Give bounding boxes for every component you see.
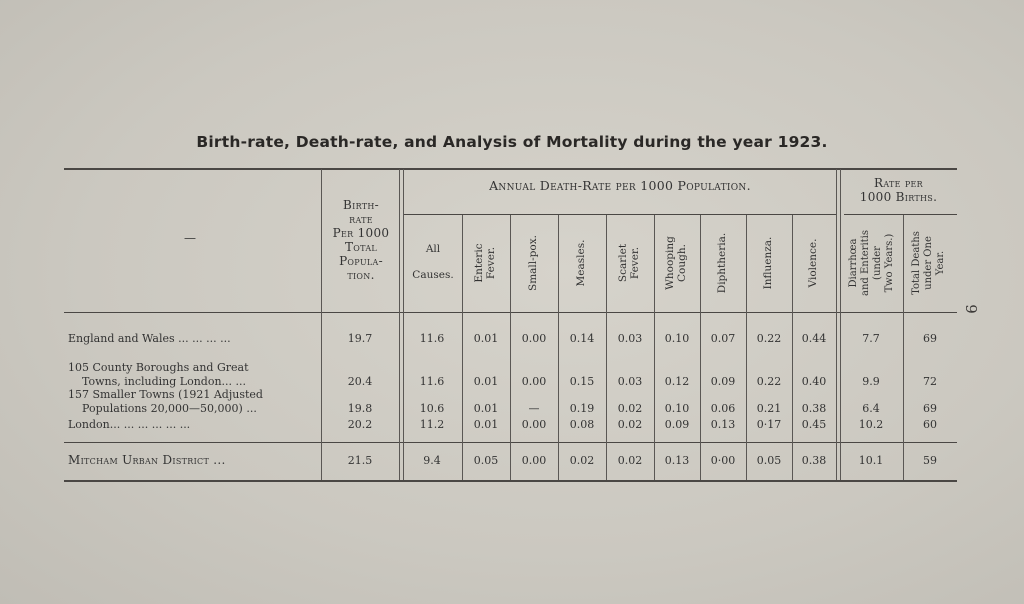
table-cell: 0.03 <box>617 375 643 388</box>
table-cell: 10.2 <box>858 418 884 431</box>
table-cell: 0.05 <box>756 454 782 467</box>
table-cell: 0.00 <box>521 332 547 345</box>
header-small-pox: Small-pox. <box>527 235 539 291</box>
table-cell: 0.38 <box>801 454 827 467</box>
table-cell: 0.07 <box>710 332 736 345</box>
table-cell: 6.4 <box>862 402 880 415</box>
header-total-deaths: Total Deaths under One Year. <box>911 231 946 295</box>
table-bottom-rule <box>64 480 957 482</box>
table-cell: 0.14 <box>569 332 595 345</box>
col-divider <box>654 215 655 480</box>
table-cell: 0.05 <box>473 454 499 467</box>
header-enteric-fever: Enteric Fever. <box>473 243 497 283</box>
table-cell: 0.01 <box>473 375 499 388</box>
col-divider <box>903 215 904 480</box>
table-cell: 19.7 <box>347 332 373 345</box>
header-annual-death-rate: Annual Death-Rate per 1000 Population. <box>489 178 751 193</box>
header-rate-per-births: Rate per 1000 Births. <box>859 176 938 204</box>
header-violence: Violence. <box>807 238 819 288</box>
table-cell: 19.8 <box>347 402 373 415</box>
col-divider <box>840 169 841 480</box>
rate-per-births-underline <box>844 214 957 215</box>
page-number: 9 <box>961 304 980 314</box>
table-cell: 7.7 <box>862 332 880 345</box>
table-title: Birth-rate, Death-rate, and Analysis of Mortality during the year 1923. <box>196 133 828 151</box>
table-cell: 11.6 <box>419 375 445 388</box>
header-all-causes: All Causes. <box>412 243 454 281</box>
row-label-mitcham: Mitcham Urban District ... <box>68 453 226 467</box>
table-cell: 0.06 <box>710 402 736 415</box>
table-cell: 0.38 <box>801 402 827 415</box>
table-cell: 0.03 <box>617 332 643 345</box>
col-divider <box>403 169 404 480</box>
table-cell: 0.12 <box>664 375 690 388</box>
col-divider <box>462 215 463 480</box>
table-top-rule <box>64 168 957 170</box>
header-whooping-cough: Whooping Cough. <box>664 236 688 290</box>
header-scarlet-fever: Scarlet Fever. <box>617 243 641 283</box>
table-cell: 0.02 <box>617 454 643 467</box>
table-cell: 0.01 <box>473 402 499 415</box>
table-cell: 60 <box>923 418 937 431</box>
col-divider <box>510 215 511 480</box>
col-divider <box>746 215 747 480</box>
table-cell: 0.02 <box>569 454 595 467</box>
table-cell: 0.13 <box>664 454 690 467</box>
col-divider <box>399 169 400 480</box>
table-cell: 0.22 <box>756 375 782 388</box>
header-influenza: Influenza. <box>762 236 774 290</box>
row-label-london: London... ... ... ... ... ... <box>68 418 191 431</box>
col-divider <box>321 169 322 480</box>
table-cell: 0.01 <box>473 332 499 345</box>
table-cell: 69 <box>923 402 937 415</box>
table-cell: — <box>528 402 540 415</box>
table-cell: 69 <box>923 332 937 345</box>
header-diarrhoea-enteritis: Diarrhœa and Enteritis (under Two Years.) <box>848 230 895 296</box>
table-cell: 59 <box>923 454 937 467</box>
col-divider <box>792 215 793 480</box>
table-cell: 0.00 <box>521 454 547 467</box>
table-cell: 0.00 <box>521 418 547 431</box>
table-cell: 0.44 <box>801 332 827 345</box>
table-cell: 0.40 <box>801 375 827 388</box>
header-diphtheria: Diphtheria. <box>716 232 728 294</box>
row-label-county-boroughs: 105 County Boroughs and Great Towns, including London... ... <box>68 361 249 388</box>
header-birth-rate: Birth- rate Per 1000 Total Popula- tion. <box>332 198 390 282</box>
table-cell: 0.08 <box>569 418 595 431</box>
table-cell: 20.2 <box>347 418 373 431</box>
table-cell: 0.15 <box>569 375 595 388</box>
table-cell: 9.4 <box>423 454 441 467</box>
table-cell: 72 <box>923 375 937 388</box>
annual-death-rate-underline <box>403 214 836 215</box>
table-cell: 0.09 <box>664 418 690 431</box>
col-divider <box>700 215 701 480</box>
row-label-england-wales: England and Wales ... ... ... ... <box>68 332 231 345</box>
table-cell: 0.09 <box>710 375 736 388</box>
table-cell: 0.21 <box>756 402 782 415</box>
table-cell: 0.19 <box>569 402 595 415</box>
col-divider <box>558 215 559 480</box>
table-cell: 0.13 <box>710 418 736 431</box>
table-cell: 0.02 <box>617 402 643 415</box>
table-cell: 0.02 <box>617 418 643 431</box>
col-divider <box>606 215 607 480</box>
table-cell: 0.10 <box>664 332 690 345</box>
table-cell: 0.45 <box>801 418 827 431</box>
table-cell: 11.2 <box>419 418 445 431</box>
table-cell: 10.6 <box>419 402 445 415</box>
header-blank-dash: — <box>184 231 196 245</box>
table-cell: 0.00 <box>521 375 547 388</box>
header-measles: Measles. <box>575 239 587 287</box>
row-label-smaller-towns: 157 Smaller Towns (1921 Adjusted Populations 20,000—50,000) ... <box>68 388 263 415</box>
table-cell: 0·00 <box>710 454 736 467</box>
table-cell: 9.9 <box>862 375 880 388</box>
table-cell: 0.22 <box>756 332 782 345</box>
table-cell: 21.5 <box>347 454 373 467</box>
table-cell: 10.1 <box>858 454 884 467</box>
table-cell: 11.6 <box>419 332 445 345</box>
col-divider <box>836 169 837 480</box>
table-cell: 20.4 <box>347 375 373 388</box>
table-cell: 0·17 <box>756 418 782 431</box>
table-cell: 0.01 <box>473 418 499 431</box>
table-cell: 0.10 <box>664 402 690 415</box>
